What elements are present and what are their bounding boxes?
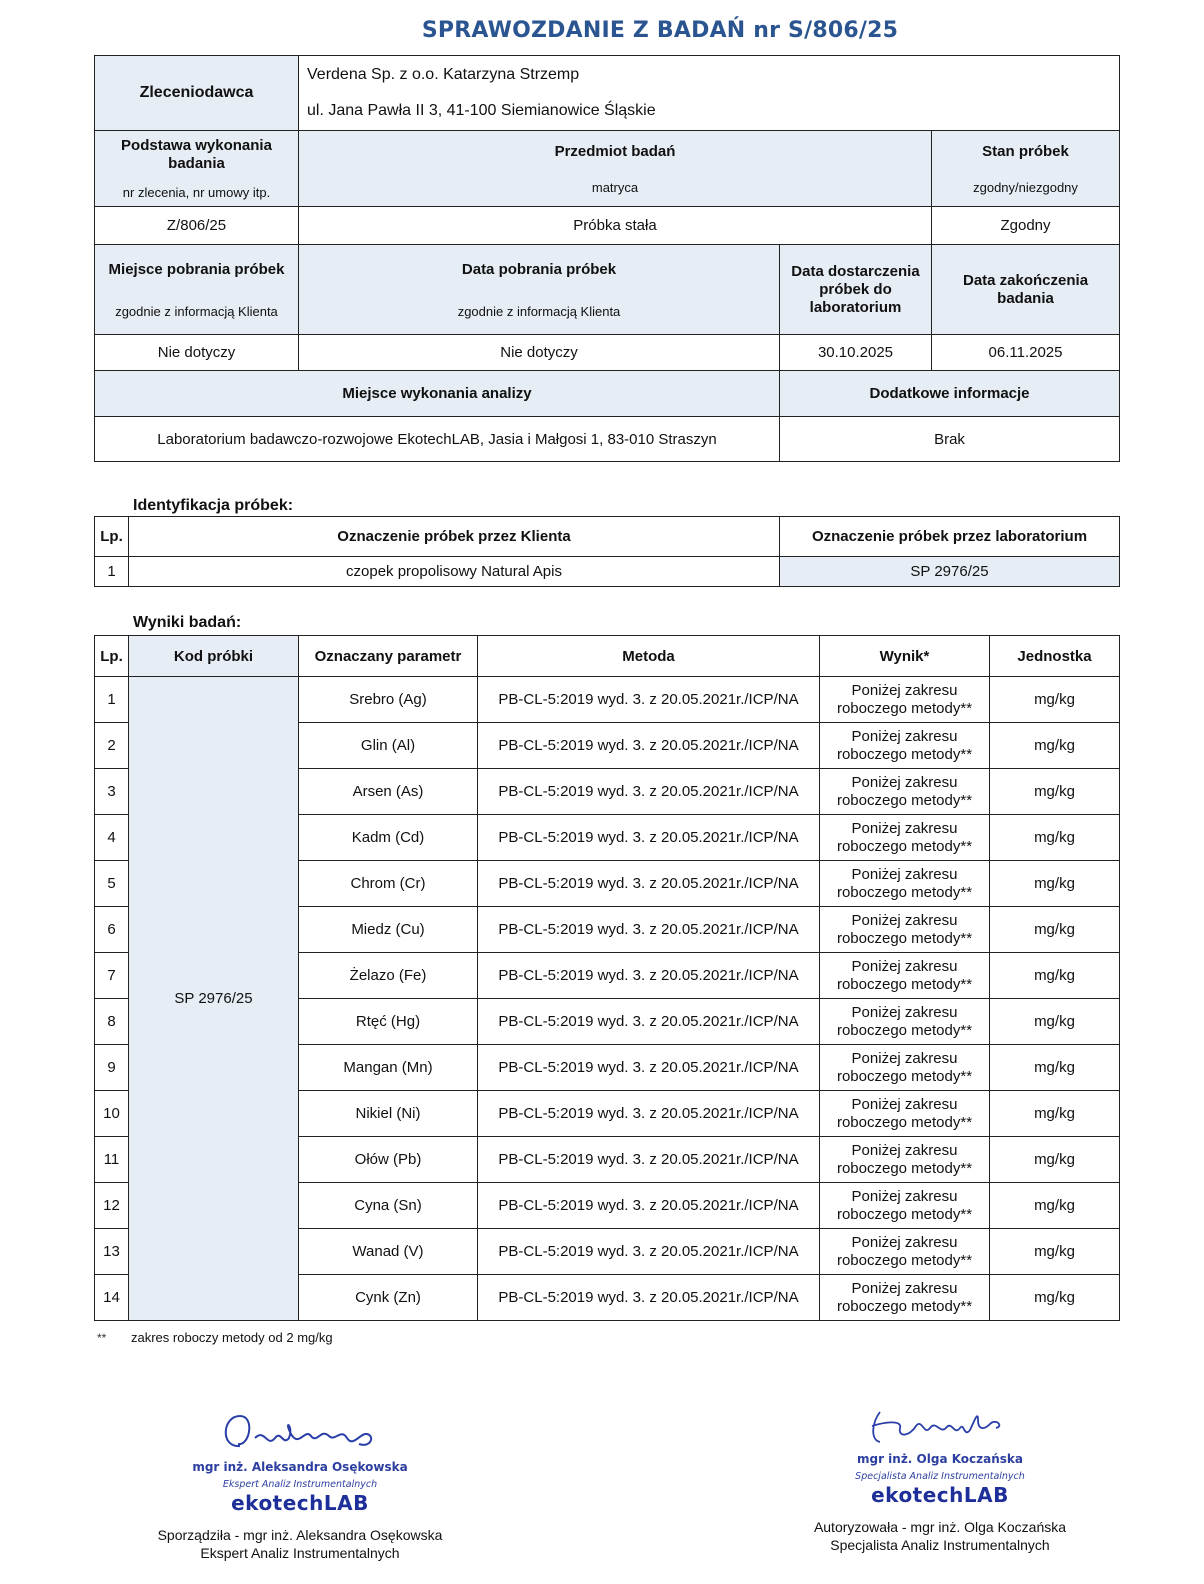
col-lab-code: Oznaczenie próbek przez laboratorium: [780, 517, 1120, 557]
row-lp: 11: [95, 1137, 129, 1183]
place-label: Miejsce pobrania próbek: [108, 260, 285, 278]
identification-heading: Identyfikacja próbek:: [133, 497, 294, 514]
row-parameter: Cynk (Zn): [299, 1275, 478, 1321]
row-method: PB-CL-5:2019 wyd. 3. z 20.05.2021r./ICP/NA: [478, 1229, 820, 1275]
row-parameter: Mangan (Mn): [299, 1045, 478, 1091]
date-delivery-label: Data dostarczenia próbek do laboratorium: [780, 245, 932, 335]
date-end-value: 06.11.2025: [932, 335, 1120, 371]
row-result-line-2: roboczego metody**: [836, 791, 973, 809]
row-parameter: Cyna (Sn): [299, 1183, 478, 1229]
row-method: PB-CL-5:2019 wyd. 3. z 20.05.2021r./ICP/NA: [478, 861, 820, 907]
row-lab-code: SP 2976/25: [780, 557, 1120, 587]
row-parameter: Srebro (Ag): [299, 677, 478, 723]
date-sampling-value: Nie dotyczy: [299, 335, 780, 371]
stamp-right: [790, 1402, 1090, 1507]
row-parameter: Żelazo (Fe): [299, 953, 478, 999]
row-unit: mg/kg: [990, 1183, 1120, 1229]
date-sampling-header: [299, 245, 780, 335]
row-parameter: Chrom (Cr): [299, 861, 478, 907]
col-lp: Lp.: [95, 517, 129, 557]
date-sampling-label: Data pobrania próbek: [461, 260, 617, 278]
row-result: [820, 1275, 990, 1321]
row-method: PB-CL-5:2019 wyd. 3. z 20.05.2021r./ICP/NA: [478, 1045, 820, 1091]
identification-table: [94, 516, 1120, 587]
row-result-line-2: roboczego metody**: [836, 1297, 973, 1315]
row-result-line-2: roboczego metody**: [836, 699, 973, 717]
row-lp: 1: [95, 557, 129, 587]
row-result: [820, 1183, 990, 1229]
state-value: Zgodny: [932, 207, 1120, 245]
row-lp: 2: [95, 723, 129, 769]
state-sub: zgodny/niezgodny: [973, 179, 1078, 195]
footnote: [97, 1330, 333, 1345]
place-header: [95, 245, 299, 335]
caption-right-1: Autoryzowała - mgr inż. Olga Koczańska: [813, 1519, 1067, 1535]
row-result-line-2: roboczego metody**: [836, 1159, 973, 1177]
caption-right-2: Specjalista Analiz Instrumentalnych: [830, 1537, 1050, 1553]
signature-right: [790, 1402, 1090, 1554]
col-lp: Lp.: [95, 636, 129, 677]
row-result-line-1: Poniżej zakresu: [851, 1095, 958, 1113]
row-result-line-1: Poniżej zakresu: [851, 911, 958, 929]
stamp-right-role: Specjalista Analiz Instrumentalnych: [855, 1471, 1025, 1482]
handwritten-signature-left: [200, 1408, 400, 1458]
row-lp: 5: [95, 861, 129, 907]
report-info-table: [94, 55, 1120, 462]
row-parameter: Wanad (V): [299, 1229, 478, 1275]
row-result-line-1: Poniżej zakresu: [851, 957, 958, 975]
signature-left: [140, 1408, 460, 1562]
basis-label: Podstawa wykonania badania: [121, 137, 272, 172]
row-result-line-1: Poniżej zakresu: [851, 819, 958, 837]
row-result: [820, 1091, 990, 1137]
client-name: Verdena Sp. z o.o. Katarzyna Strzemp: [307, 66, 580, 83]
row-method: PB-CL-5:2019 wyd. 3. z 20.05.2021r./ICP/NA: [478, 999, 820, 1045]
results-table: [94, 635, 1120, 1321]
row-client-code: czopek propolisowy Natural Apis: [129, 557, 780, 587]
client-cell: [299, 56, 1120, 131]
analysis-place-label: Miejsce wykonania analizy: [95, 371, 780, 417]
sample-code-cell: SP 2976/25: [129, 677, 299, 1321]
row-method: PB-CL-5:2019 wyd. 3. z 20.05.2021r./ICP/NA: [478, 1091, 820, 1137]
row-method: PB-CL-5:2019 wyd. 3. z 20.05.2021r./ICP/NA: [478, 1183, 820, 1229]
report-title: SPRAWOZDANIE Z BADAŃ nr S/806/25: [421, 18, 899, 43]
basis-header: [95, 131, 299, 207]
row-unit: mg/kg: [990, 861, 1120, 907]
row-result: [820, 999, 990, 1045]
stamp-right-name: mgr inż. Olga Koczańska: [856, 1452, 1024, 1466]
row-method: PB-CL-5:2019 wyd. 3. z 20.05.2021r./ICP/NA: [478, 1137, 820, 1183]
row-result-line-1: Poniżej zakresu: [851, 1187, 958, 1205]
row-parameter: Glin (Al): [299, 723, 478, 769]
row-lp: 7: [95, 953, 129, 999]
row-result-line-2: roboczego metody**: [836, 975, 973, 993]
stamp-left-logo: ekotechLAB: [231, 1491, 369, 1515]
row-result-line-1: Poniżej zakresu: [851, 1003, 958, 1021]
row-result-line-1: Poniżej zakresu: [851, 1233, 958, 1251]
row-parameter: Rtęć (Hg): [299, 999, 478, 1045]
row-result-line-2: roboczego metody**: [836, 1205, 973, 1223]
row-result: [820, 677, 990, 723]
place-value: Nie dotyczy: [95, 335, 299, 371]
row-parameter: Nikiel (Ni): [299, 1091, 478, 1137]
row-method: PB-CL-5:2019 wyd. 3. z 20.05.2021r./ICP/NA: [478, 815, 820, 861]
row-unit: mg/kg: [990, 677, 1120, 723]
analysis-place-value: Laboratorium badawczo-rozwojowe EkotechLAB, Jasia i Małgosi 1, 83-010 Straszyn: [95, 417, 780, 462]
col-parameter: Oznaczany parametr: [299, 636, 478, 677]
stamp-right-logo: ekotechLAB: [871, 1483, 1009, 1507]
col-result: Wynik*: [820, 636, 990, 677]
row-result-line-2: roboczego metody**: [836, 837, 973, 855]
row-unit: mg/kg: [990, 953, 1120, 999]
row-lp: 6: [95, 907, 129, 953]
row-result-line-1: Poniżej zakresu: [851, 681, 958, 699]
row-parameter: Miedz (Cu): [299, 907, 478, 953]
row-result-line-1: Poniżej zakresu: [851, 727, 958, 745]
row-method: PB-CL-5:2019 wyd. 3. z 20.05.2021r./ICP/NA: [478, 907, 820, 953]
subject-sub: matryca: [591, 179, 639, 195]
row-lp: 3: [95, 769, 129, 815]
results-heading: Wyniki badań:: [133, 614, 242, 631]
subject-label: Przedmiot badań: [554, 142, 676, 160]
row-result-line-2: roboczego metody**: [836, 1113, 973, 1131]
row-result-line-2: roboczego metody**: [836, 1021, 973, 1039]
row-method: PB-CL-5:2019 wyd. 3. z 20.05.2021r./ICP/NA: [478, 1275, 820, 1321]
place-sub: zgodnie z informacją Klienta: [115, 303, 278, 319]
row-result-line-2: roboczego metody**: [836, 1251, 973, 1269]
date-delivery-value: 30.10.2025: [780, 335, 932, 371]
row-parameter: Arsen (As): [299, 769, 478, 815]
row-parameter: Ołów (Pb): [299, 1137, 478, 1183]
state-label: Stan próbek: [982, 142, 1069, 160]
row-lp: 4: [95, 815, 129, 861]
caption-left-1: Sporządziła - mgr inż. Aleksandra Osękowska: [157, 1527, 443, 1543]
row-method: PB-CL-5:2019 wyd. 3. z 20.05.2021r./ICP/NA: [478, 677, 820, 723]
row-lp: 10: [95, 1091, 129, 1137]
additional-label: Dodatkowe informacje: [780, 371, 1120, 417]
footnote-marker: **: [97, 1331, 107, 1345]
client-address: ul. Jana Pawła II 3, 41-100 Siemianowice Śląskie: [307, 102, 656, 119]
row-method: PB-CL-5:2019 wyd. 3. z 20.05.2021r./ICP/NA: [478, 953, 820, 999]
row-unit: mg/kg: [990, 1275, 1120, 1321]
row-lp: 12: [95, 1183, 129, 1229]
row-result: [820, 815, 990, 861]
col-client-code: Oznaczenie próbek przez Klienta: [129, 517, 780, 557]
row-result-line-2: roboczego metody**: [836, 929, 973, 947]
date-sampling-sub: zgodnie z informacją Klienta: [457, 303, 621, 319]
row-result-line-2: roboczego metody**: [836, 1067, 973, 1085]
identification-row: [95, 557, 1120, 587]
row-lp: 14: [95, 1275, 129, 1321]
row-lp: 13: [95, 1229, 129, 1275]
row-result-line-1: Poniżej zakresu: [851, 773, 958, 791]
row-result: [820, 907, 990, 953]
row-unit: mg/kg: [990, 1229, 1120, 1275]
state-header: [932, 131, 1120, 207]
basis-value: Z/806/25: [95, 207, 299, 245]
row-result-line-1: Poniżej zakresu: [851, 1049, 958, 1067]
row-result: [820, 769, 990, 815]
handwritten-signature-right: [850, 1402, 1030, 1450]
row-lp: 1: [95, 677, 129, 723]
stamp-left-role: Ekspert Analiz Instrumentalnych: [222, 1479, 378, 1490]
row-result: [820, 1045, 990, 1091]
row-result-line-2: roboczego metody**: [836, 745, 973, 763]
col-method: Metoda: [478, 636, 820, 677]
row-result-line-1: Poniżej zakresu: [851, 865, 958, 883]
row-result-line-2: roboczego metody**: [836, 883, 973, 901]
client-label: Zleceniodawca: [95, 56, 299, 131]
date-end-label: Data zakończenia badania: [932, 245, 1120, 335]
row-lp: 8: [95, 999, 129, 1045]
caption-left-2: Ekspert Analiz Instrumentalnych: [200, 1545, 400, 1561]
col-unit: Jednostka: [990, 636, 1120, 677]
row-result-line-1: Poniżej zakresu: [851, 1279, 958, 1297]
stamp-left-name: mgr inż. Aleksandra Osękowska: [192, 1460, 408, 1474]
result-row: [95, 677, 1120, 723]
row-result-line-1: Poniżej zakresu: [851, 1141, 958, 1159]
footnote-text: zakres roboczy metody od 2 mg/kg: [131, 1330, 333, 1345]
row-unit: mg/kg: [990, 1091, 1120, 1137]
row-result: [820, 861, 990, 907]
row-unit: mg/kg: [990, 769, 1120, 815]
subject-header: [299, 131, 932, 207]
row-result: [820, 1229, 990, 1275]
subject-value: Próbka stała: [299, 207, 932, 245]
row-unit: mg/kg: [990, 907, 1120, 953]
row-unit: mg/kg: [990, 723, 1120, 769]
row-unit: mg/kg: [990, 1045, 1120, 1091]
row-parameter: Kadm (Cd): [299, 815, 478, 861]
row-unit: mg/kg: [990, 1137, 1120, 1183]
row-method: PB-CL-5:2019 wyd. 3. z 20.05.2021r./ICP/NA: [478, 723, 820, 769]
basis-sub: nr zlecenia, nr umowy itp.: [122, 185, 271, 200]
row-unit: mg/kg: [990, 815, 1120, 861]
stamp-left: [140, 1408, 460, 1515]
col-sample-code: Kod próbki: [129, 636, 299, 677]
row-result: [820, 1137, 990, 1183]
row-result: [820, 723, 990, 769]
row-unit: mg/kg: [990, 999, 1120, 1045]
additional-value: Brak: [780, 417, 1120, 462]
row-method: PB-CL-5:2019 wyd. 3. z 20.05.2021r./ICP/NA: [478, 769, 820, 815]
row-lp: 9: [95, 1045, 129, 1091]
row-result: [820, 953, 990, 999]
